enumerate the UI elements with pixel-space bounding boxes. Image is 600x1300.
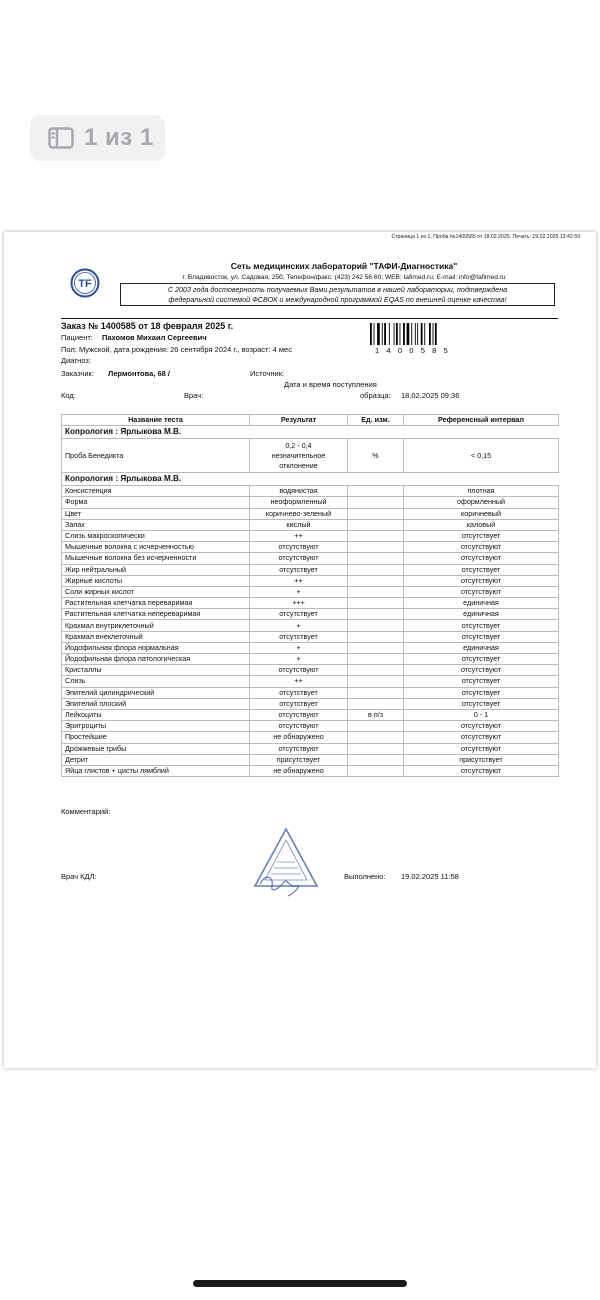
cell-result: кислый <box>250 519 348 530</box>
done-label: Выполнено: <box>344 872 386 881</box>
table-row <box>62 676 559 687</box>
cell-reference: отсутствует <box>404 530 559 541</box>
done-value: 19.02.2025 11:58 <box>401 872 459 881</box>
cell-reference: отсутствуют <box>404 665 559 676</box>
cell-reference: отсутствуют <box>404 732 559 743</box>
cell-reference: отсутствует <box>404 631 559 642</box>
cell-unit <box>348 598 404 609</box>
table-row <box>62 586 559 597</box>
table-row <box>62 765 559 776</box>
cell-unit <box>348 676 404 687</box>
header-reference: Референсный интервал <box>404 415 559 426</box>
cell-test-name: Крахмал внеклеточный <box>62 631 250 642</box>
cell-result: отсутствуют <box>250 743 348 754</box>
cell-test-name: Консистенция <box>62 486 250 497</box>
cell-unit <box>348 721 404 732</box>
cell-result: ++ <box>250 676 348 687</box>
cell-unit: % <box>348 439 404 473</box>
cell-test-name: Мышечные волокна без исчерченности <box>62 553 250 564</box>
result-line-2: незначительное <box>271 450 326 460</box>
quality-notice <box>120 283 555 306</box>
cell-result: + <box>250 642 348 653</box>
barcode <box>370 323 456 345</box>
cell-reference: оформленный <box>404 497 559 508</box>
cell-test-name: Растительная клетчатка переваримая <box>62 598 250 609</box>
cell-reference: каловый <box>404 519 559 530</box>
cell-reference: отсутствуют <box>404 743 559 754</box>
cell-result: присутствует <box>250 754 348 765</box>
cell-result: отсутствуют <box>250 709 348 720</box>
cell-result: +++ <box>250 598 348 609</box>
cell-result: отсутствует <box>250 687 348 698</box>
cell-unit <box>348 486 404 497</box>
cell-test-name: Крахмал внутриклеточный <box>62 620 250 631</box>
cell-test-name: Яйца глистов + цисты лямблий <box>62 765 250 776</box>
table-row <box>62 542 559 553</box>
notice-line-1: С 2003 года достоверность получаемых Вами результатов в нашей лаборатории, подтверждена <box>167 285 508 294</box>
table-row <box>62 564 559 575</box>
cell-test-name: Мышечные волокна с исчерченностью <box>62 542 250 553</box>
cell-unit <box>348 553 404 564</box>
cell-result: отсутствуют <box>250 721 348 732</box>
table-row <box>62 721 559 732</box>
patient-name: Пахомов Михаил Сергеевич <box>102 333 207 342</box>
cell-test-name: Слизь <box>62 676 250 687</box>
sidebar-pages-icon <box>48 127 74 149</box>
cell-unit <box>348 665 404 676</box>
cell-result: ++ <box>250 530 348 541</box>
header-divider <box>61 318 558 319</box>
table-row <box>62 743 559 754</box>
cell-test-name: Эритроциты <box>62 721 250 732</box>
cell-test-name: Простейшие <box>62 732 250 743</box>
cell-unit <box>348 642 404 653</box>
cell-test-name: Кристаллы <box>62 665 250 676</box>
lab-name: Сеть медицинских лабораторий "ТАФИ-Диагностика" <box>230 261 458 271</box>
cell-test-name: Растительная клетчатка непереваримая <box>62 609 250 620</box>
barcode-digits: 1400585 <box>375 346 455 355</box>
cell-result: отсутствует <box>250 609 348 620</box>
cell-unit <box>348 609 404 620</box>
cell-unit <box>348 631 404 642</box>
cell-result: + <box>250 586 348 597</box>
document-page <box>4 232 596 1068</box>
cell-unit <box>348 765 404 776</box>
cell-unit: в п/з <box>348 709 404 720</box>
lab-logo <box>70 268 100 298</box>
table-row <box>62 553 559 564</box>
cell-unit <box>348 743 404 754</box>
code-label: Код: <box>61 391 76 400</box>
cell-result: отсутствуют <box>250 665 348 676</box>
result-line-1: 0,2 - 0,4 <box>285 440 312 450</box>
cell-result <box>250 439 348 473</box>
cell-result: отсутствует <box>250 698 348 709</box>
table-row <box>62 642 559 653</box>
cell-reference: отсутствует <box>404 687 559 698</box>
notice-line-2: федеральной системой ФСВОК и международной программой EQAS по внешней оценке качества! <box>168 295 507 304</box>
cell-unit <box>348 497 404 508</box>
table-row <box>62 698 559 709</box>
cell-reference: единичная <box>404 609 559 620</box>
svg-text:TF: TF <box>78 278 92 290</box>
table-row <box>62 519 559 530</box>
cell-reference: присутствует <box>404 754 559 765</box>
table-row <box>62 687 559 698</box>
table-row <box>62 665 559 676</box>
header-test-name: Название теста <box>62 415 250 426</box>
cell-reference: отсутствует <box>404 698 559 709</box>
patient-details: Пол: Мужской, дата рождения: 26 сентября 2024 г., возраст: 4 мес <box>61 345 292 354</box>
cell-reference: единичная <box>404 598 559 609</box>
table-row <box>62 508 559 519</box>
source-label: Источник: <box>250 369 285 378</box>
cell-result: коричнево-зеленый <box>250 508 348 519</box>
cell-unit <box>348 519 404 530</box>
cell-test-name: Цвет <box>62 508 250 519</box>
cell-unit <box>348 542 404 553</box>
cell-unit <box>348 687 404 698</box>
cell-test-name: Йодофильная флора нормальная <box>62 642 250 653</box>
page-indicator-label: 1 из 1 <box>84 124 154 151</box>
cell-result: отсутствуют <box>250 542 348 553</box>
section-title: Копрология : Ярлыкова М.В. <box>62 426 559 439</box>
cell-unit <box>348 530 404 541</box>
cell-reference: 0 - 1 <box>404 709 559 720</box>
cell-unit <box>348 620 404 631</box>
doctor-label: Врач: <box>184 391 204 400</box>
result-line-3: отклонение <box>279 460 318 470</box>
customer-label: Заказчик: <box>61 369 94 378</box>
cell-result: + <box>250 620 348 631</box>
cell-reference: отсутствуют <box>404 575 559 586</box>
cell-reference: отсутствуют <box>404 765 559 776</box>
cell-result: неоформленный <box>250 497 348 508</box>
cell-test-name: Детрит <box>62 754 250 765</box>
cell-result: водянистая <box>250 486 348 497</box>
cell-unit <box>348 586 404 597</box>
cell-test-name: Эпителий цилиндрический <box>62 687 250 698</box>
cell-result: не обнаружено <box>250 765 348 776</box>
cell-reference: отсутствуют <box>404 553 559 564</box>
order-title: Заказ № 1400585 от 18 февраля 2025 г. <box>61 321 234 331</box>
cell-reference: отсутствует <box>404 676 559 687</box>
print-line: Страница 1 из 1, Проба №1400585 от 18.02.2025. Печать: 19.02.2025 13:42:59 <box>391 234 580 240</box>
home-indicator[interactable] <box>193 1280 407 1287</box>
receipt-label: Дата и время поступления <box>284 380 377 389</box>
receipt-label-2: образца: <box>360 391 391 400</box>
table-row <box>62 575 559 586</box>
cell-unit <box>348 698 404 709</box>
cell-reference: отсутствуют <box>404 542 559 553</box>
cell-unit <box>348 754 404 765</box>
cell-reference: плотная <box>404 486 559 497</box>
cell-reference: единичная <box>404 642 559 653</box>
table-row <box>62 486 559 497</box>
cell-test-name: Лейкоциты <box>62 709 250 720</box>
table-row <box>62 654 559 665</box>
section-row <box>62 473 559 486</box>
cell-unit <box>348 575 404 586</box>
cell-result: не обнаружено <box>250 732 348 743</box>
cell-reference: отсутствует <box>404 654 559 665</box>
cell-test-name: Йодофильная флора патологическая <box>62 654 250 665</box>
header-unit: Ед. изм. <box>348 415 404 426</box>
cell-test-name: Эпителий плоский <box>62 698 250 709</box>
table-row <box>62 598 559 609</box>
table-row <box>62 631 559 642</box>
table-row <box>62 497 559 508</box>
kdl-doctor-label: Врач КДЛ: <box>61 872 97 881</box>
cell-test-name: Форма <box>62 497 250 508</box>
cell-test-name: Слизь макроскопически <box>62 530 250 541</box>
table-row <box>62 530 559 541</box>
cell-test-name: Жир нейтральный <box>62 564 250 575</box>
cell-unit <box>348 654 404 665</box>
table-row <box>62 620 559 631</box>
diagnosis-label: Диагноз: <box>61 356 91 365</box>
table-row <box>62 609 559 620</box>
cell-test-name: Запах <box>62 519 250 530</box>
receipt-value: 18.02.2025 09:36 <box>401 391 460 400</box>
table-row <box>62 754 559 765</box>
cell-reference: отсутствуют <box>404 586 559 597</box>
section-row <box>62 426 559 439</box>
cell-test-name: Жирные кислоты <box>62 575 250 586</box>
cell-reference: отсутствует <box>404 564 559 575</box>
cell-test-name: Дрожжевые грибы <box>62 743 250 754</box>
cell-test-name: Соли жирных кислот <box>62 586 250 597</box>
table-row <box>62 732 559 743</box>
cell-reference: отсутствует <box>404 620 559 631</box>
lab-address: г. Владивосток, ул. Садовая, 25б; Телефон/факс: (423) 242 56 60; WEB: tafimed.ru; E-mail: info@tafimed.ru <box>182 274 506 281</box>
cell-unit <box>348 564 404 575</box>
cell-unit <box>348 732 404 743</box>
comment-label: Комментарий: <box>61 807 111 816</box>
cell-result: отсутствует <box>250 631 348 642</box>
table-header-row <box>62 415 559 426</box>
cell-reference: коричневый <box>404 508 559 519</box>
patient-label: Пациент: <box>61 333 93 342</box>
cell-result: ++ <box>250 575 348 586</box>
lab-stamp <box>252 826 320 898</box>
table-row <box>62 709 559 720</box>
cell-test-name: Проба Бенедикта <box>62 439 250 473</box>
cell-reference: < 0,15 <box>404 439 559 473</box>
results-table <box>61 414 559 777</box>
cell-result: + <box>250 654 348 665</box>
cell-result: отсутствуют <box>250 553 348 564</box>
header-result: Результат <box>250 415 348 426</box>
table-row <box>62 439 559 473</box>
page-indicator[interactable] <box>30 115 165 161</box>
cell-result: отсутствует <box>250 564 348 575</box>
customer-value: Лермонтова, 68 / <box>108 369 170 378</box>
cell-unit <box>348 508 404 519</box>
section-title: Копрология : Ярлыкова М.В. <box>62 473 559 486</box>
cell-reference: отсутствуют <box>404 721 559 732</box>
